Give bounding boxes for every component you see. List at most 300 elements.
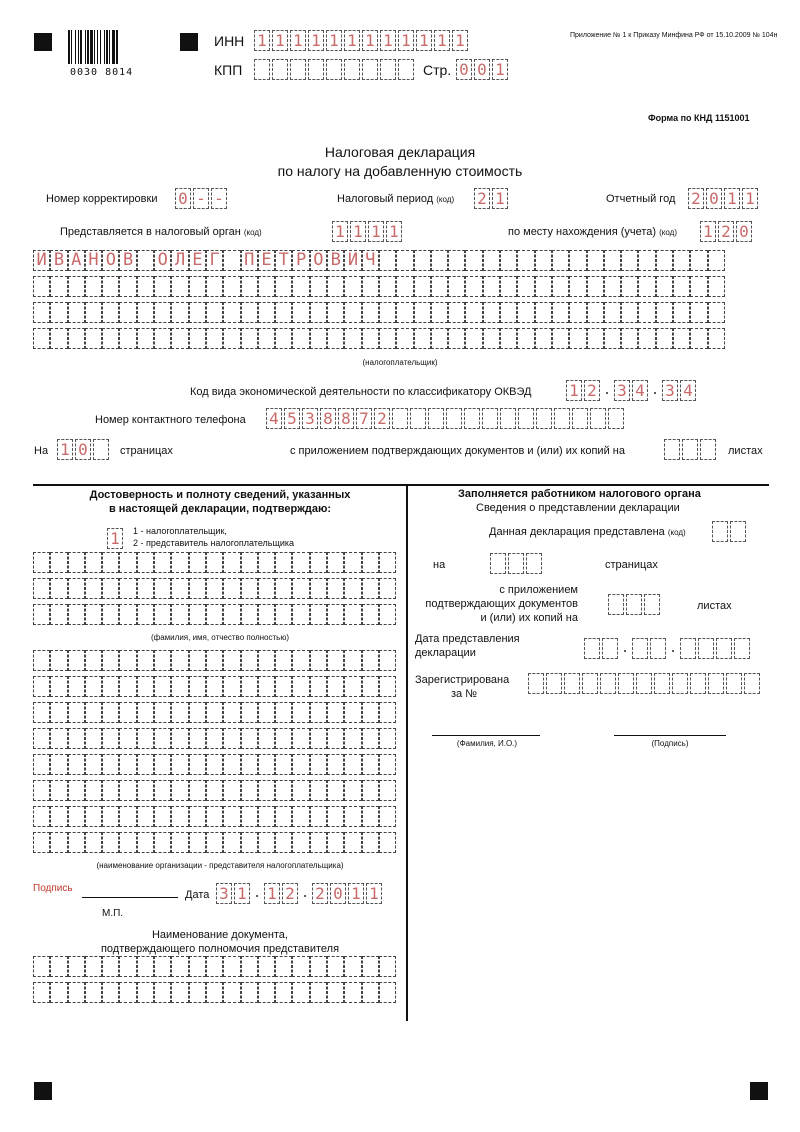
input-cell[interactable] (572, 408, 588, 429)
grid-cell[interactable] (119, 276, 136, 297)
input-cell[interactable] (554, 408, 570, 429)
grid-cell[interactable] (310, 780, 327, 801)
grid-cell[interactable] (137, 552, 154, 573)
grid-cell[interactable] (327, 552, 344, 573)
grid-cell[interactable] (275, 578, 292, 599)
input-cell[interactable] (93, 439, 109, 460)
grid-cell[interactable] (258, 604, 275, 625)
grid-cell[interactable] (327, 780, 344, 801)
input-cell[interactable] (700, 439, 716, 460)
grid-cell[interactable] (552, 250, 569, 271)
input-cell[interactable]: 1 (566, 380, 582, 401)
grid-cell[interactable] (223, 754, 240, 775)
grid-cell[interactable] (292, 982, 309, 1003)
grid-cell[interactable] (552, 276, 569, 297)
grid-cell[interactable] (362, 650, 379, 671)
grid-cell[interactable] (517, 276, 534, 297)
grid-cell[interactable] (414, 328, 431, 349)
input-cell[interactable]: 1 (366, 883, 382, 904)
input-cell[interactable]: 1 (724, 188, 740, 209)
grid-cell[interactable] (68, 552, 85, 573)
grid-cell[interactable] (50, 956, 67, 977)
grid-cell[interactable] (137, 328, 154, 349)
grid-cell[interactable] (68, 302, 85, 323)
grid-cell[interactable] (708, 276, 725, 297)
grid-cell[interactable] (517, 302, 534, 323)
input-cell[interactable] (308, 59, 324, 80)
input-cell[interactable]: 1 (332, 221, 348, 242)
input-cell[interactable] (380, 59, 396, 80)
grid-cell[interactable] (119, 552, 136, 573)
input-cell[interactable] (490, 553, 506, 574)
grid-cell[interactable] (604, 328, 621, 349)
grid-cell[interactable] (102, 728, 119, 749)
grid-cell[interactable] (189, 604, 206, 625)
signer-type-cell[interactable] (107, 528, 125, 549)
grid-cell[interactable] (396, 250, 413, 271)
input-cell[interactable]: 1 (107, 528, 123, 549)
grid-cell[interactable] (344, 728, 361, 749)
grid-cell[interactable] (431, 276, 448, 297)
grid-cell[interactable] (85, 650, 102, 671)
grid-cell[interactable] (137, 302, 154, 323)
input-cell[interactable]: 1 (290, 30, 306, 51)
grid-cell[interactable] (362, 676, 379, 697)
grid-cell[interactable] (223, 552, 240, 573)
grid-cell[interactable] (223, 780, 240, 801)
grid-cell[interactable] (189, 702, 206, 723)
grid-cell[interactable] (362, 604, 379, 625)
input-cell[interactable] (410, 408, 426, 429)
grid-cell[interactable] (33, 604, 50, 625)
grid-cell[interactable] (223, 806, 240, 827)
grid-cell[interactable] (85, 552, 102, 573)
grid-cell[interactable] (223, 276, 240, 297)
grid-cell[interactable] (448, 276, 465, 297)
grid-cell[interactable] (535, 276, 552, 297)
grid-cell[interactable] (656, 276, 673, 297)
grid-cell[interactable] (344, 982, 361, 1003)
input-cell[interactable] (682, 439, 698, 460)
grid-cell[interactable] (50, 552, 67, 573)
grid-cell[interactable] (68, 276, 85, 297)
grid-cell[interactable] (483, 250, 500, 271)
grid-cell[interactable] (604, 250, 621, 271)
grid-cell[interactable] (154, 702, 171, 723)
grid-cell[interactable] (344, 806, 361, 827)
left-grid-row[interactable] (33, 604, 396, 625)
input-cell[interactable] (726, 673, 742, 694)
grid-cell[interactable] (327, 806, 344, 827)
grid-cell[interactable] (119, 728, 136, 749)
input-cell[interactable]: 1 (326, 30, 342, 51)
grid-cell[interactable] (310, 578, 327, 599)
grid-cell[interactable] (206, 578, 223, 599)
grid-cell[interactable] (137, 780, 154, 801)
grid-cell[interactable] (379, 728, 396, 749)
input-cell[interactable]: 1 (362, 30, 378, 51)
grid-cell[interactable] (137, 754, 154, 775)
grid-cell[interactable]: Л (171, 250, 188, 271)
grid-cell[interactable] (85, 604, 102, 625)
grid-cell[interactable] (68, 728, 85, 749)
left-grid-row[interactable] (33, 650, 396, 671)
input-cell[interactable]: 1 (742, 188, 758, 209)
grid-cell[interactable] (621, 276, 638, 297)
grid-cell[interactable] (327, 956, 344, 977)
grid-cell[interactable] (50, 276, 67, 297)
grid-cell[interactable] (85, 328, 102, 349)
input-cell[interactable] (600, 673, 616, 694)
input-cell[interactable] (254, 59, 270, 80)
officer-signature-line[interactable] (614, 735, 726, 736)
input-cell[interactable]: 1 (264, 883, 280, 904)
grid-cell[interactable]: И (33, 250, 50, 271)
submission-date-cells[interactable] (584, 638, 752, 659)
grid-cell[interactable] (85, 956, 102, 977)
grid-cell[interactable] (275, 604, 292, 625)
grid-cell[interactable] (275, 754, 292, 775)
grid-cell[interactable] (223, 250, 240, 271)
grid-cell[interactable] (292, 676, 309, 697)
grid-cell[interactable] (310, 328, 327, 349)
signature-line[interactable] (82, 897, 178, 898)
grid-cell[interactable] (379, 676, 396, 697)
grid-cell[interactable] (119, 832, 136, 853)
grid-cell[interactable]: Г (206, 250, 223, 271)
grid-cell[interactable] (310, 650, 327, 671)
grid-cell[interactable] (241, 982, 258, 1003)
grid-cell[interactable] (102, 302, 119, 323)
grid-cell[interactable] (344, 276, 361, 297)
grid-cell[interactable] (241, 780, 258, 801)
grid-cell[interactable] (137, 832, 154, 853)
input-cell[interactable]: 1 (700, 221, 716, 242)
grid-cell[interactable] (102, 702, 119, 723)
grid-cell[interactable] (171, 650, 188, 671)
input-cell[interactable]: 1 (368, 221, 384, 242)
grid-cell[interactable] (102, 956, 119, 977)
grid-cell[interactable] (241, 956, 258, 977)
input-cell[interactable]: 2 (374, 408, 390, 429)
input-cell[interactable]: 0 (75, 439, 91, 460)
grid-cell[interactable] (344, 832, 361, 853)
grid-cell[interactable] (189, 552, 206, 573)
grid-cell[interactable] (189, 302, 206, 323)
grid-cell[interactable] (119, 650, 136, 671)
grid-cell[interactable] (327, 832, 344, 853)
grid-cell[interactable] (292, 650, 309, 671)
grid-cell[interactable] (379, 578, 396, 599)
grid-cell[interactable] (241, 728, 258, 749)
input-cell[interactable] (716, 638, 732, 659)
grid-cell[interactable] (33, 302, 50, 323)
grid-cell[interactable] (396, 302, 413, 323)
grid-cell[interactable] (154, 832, 171, 853)
grid-cell[interactable] (206, 982, 223, 1003)
grid-cell[interactable] (189, 728, 206, 749)
input-cell[interactable] (602, 638, 618, 659)
input-cell[interactable] (590, 408, 606, 429)
grid-cell[interactable]: Е (258, 250, 275, 271)
grid-cell[interactable] (292, 780, 309, 801)
grid-cell[interactable] (154, 328, 171, 349)
grid-cell[interactable] (206, 328, 223, 349)
input-cell[interactable]: 2 (474, 188, 490, 209)
grid-cell[interactable] (85, 302, 102, 323)
grid-cell[interactable] (292, 276, 309, 297)
grid-cell[interactable] (327, 754, 344, 775)
grid-cell[interactable] (171, 676, 188, 697)
grid-cell[interactable] (154, 552, 171, 573)
grid-cell[interactable] (483, 276, 500, 297)
grid-cell[interactable] (379, 956, 396, 977)
grid-cell[interactable]: Ч (362, 250, 379, 271)
grid-cell[interactable] (206, 806, 223, 827)
grid-cell[interactable] (206, 832, 223, 853)
grid-cell[interactable] (223, 728, 240, 749)
grid-cell[interactable] (85, 754, 102, 775)
grid-cell[interactable] (275, 650, 292, 671)
grid-cell[interactable] (517, 328, 534, 349)
grid-cell[interactable]: В (119, 250, 136, 271)
grid-cell[interactable] (206, 728, 223, 749)
input-cell[interactable]: 1 (254, 30, 270, 51)
grid-cell[interactable] (33, 728, 50, 749)
grid-cell[interactable] (465, 276, 482, 297)
grid-cell[interactable] (310, 676, 327, 697)
grid-cell[interactable] (310, 832, 327, 853)
grid-cell[interactable] (292, 832, 309, 853)
grid-cell[interactable] (621, 302, 638, 323)
grid-cell[interactable] (310, 552, 327, 573)
grid-cell[interactable] (206, 650, 223, 671)
grid-cell[interactable] (154, 780, 171, 801)
grid-cell[interactable] (535, 302, 552, 323)
grid-cell[interactable] (102, 982, 119, 1003)
input-cell[interactable] (712, 521, 728, 542)
grid-cell[interactable] (379, 806, 396, 827)
grid-cell[interactable] (223, 578, 240, 599)
grid-cell[interactable] (154, 676, 171, 697)
grid-cell[interactable] (171, 806, 188, 827)
grid-cell[interactable] (500, 276, 517, 297)
taxpayer-name-row[interactable] (33, 250, 725, 271)
grid-cell[interactable] (241, 302, 258, 323)
input-cell[interactable] (290, 59, 306, 80)
grid-cell[interactable] (137, 956, 154, 977)
grid-cell[interactable] (137, 650, 154, 671)
grid-cell[interactable] (362, 728, 379, 749)
grid-cell[interactable] (362, 552, 379, 573)
grid-cell[interactable] (379, 982, 396, 1003)
grid-cell[interactable] (621, 328, 638, 349)
grid-cell[interactable] (344, 956, 361, 977)
input-cell[interactable] (626, 594, 642, 615)
grid-cell[interactable] (656, 328, 673, 349)
grid-cell[interactable] (137, 250, 154, 271)
input-cell[interactable] (680, 638, 696, 659)
grid-cell[interactable] (206, 552, 223, 573)
input-cell[interactable]: 0 (456, 59, 472, 80)
grid-cell[interactable] (154, 982, 171, 1003)
grid-cell[interactable] (344, 702, 361, 723)
grid-cell[interactable] (137, 728, 154, 749)
grid-cell[interactable] (223, 650, 240, 671)
grid-cell[interactable] (258, 650, 275, 671)
grid-cell[interactable] (362, 832, 379, 853)
grid-cell[interactable] (344, 328, 361, 349)
input-cell[interactable]: 3 (216, 883, 232, 904)
grid-cell[interactable] (171, 276, 188, 297)
grid-cell[interactable]: О (310, 250, 327, 271)
input-cell[interactable]: 1 (57, 439, 73, 460)
grid-cell[interactable] (275, 982, 292, 1003)
grid-cell[interactable] (500, 328, 517, 349)
grid-cell[interactable] (119, 578, 136, 599)
input-cell[interactable]: 1 (492, 188, 508, 209)
grid-cell[interactable] (68, 676, 85, 697)
grid-cell[interactable] (673, 250, 690, 271)
grid-cell[interactable] (68, 702, 85, 723)
grid-cell[interactable] (137, 806, 154, 827)
phone-cells[interactable] (266, 408, 626, 429)
taxpayer-name-row[interactable] (33, 328, 725, 349)
grid-cell[interactable]: О (154, 250, 171, 271)
input-cell[interactable] (482, 408, 498, 429)
grid-cell[interactable] (171, 552, 188, 573)
left-grid-row[interactable] (33, 780, 396, 801)
grid-cell[interactable] (258, 806, 275, 827)
grid-cell[interactable] (327, 702, 344, 723)
grid-cell[interactable] (569, 328, 586, 349)
input-cell[interactable] (446, 408, 462, 429)
grid-cell[interactable] (310, 806, 327, 827)
input-cell[interactable] (508, 553, 524, 574)
grid-cell[interactable] (500, 250, 517, 271)
grid-cell[interactable] (119, 806, 136, 827)
correction-cells[interactable] (175, 188, 229, 209)
input-cell[interactable] (326, 59, 342, 80)
grid-cell[interactable] (275, 552, 292, 573)
grid-cell[interactable] (223, 328, 240, 349)
grid-cell[interactable]: В (50, 250, 67, 271)
input-cell[interactable] (464, 408, 480, 429)
left-grid-row[interactable] (33, 728, 396, 749)
okved-cells[interactable] (566, 380, 698, 401)
grid-cell[interactable] (275, 302, 292, 323)
input-cell[interactable]: 3 (662, 380, 678, 401)
grid-cell[interactable] (344, 302, 361, 323)
grid-cell[interactable] (362, 806, 379, 827)
input-cell[interactable] (698, 638, 714, 659)
input-cell[interactable]: 0 (330, 883, 346, 904)
grid-cell[interactable]: Е (189, 250, 206, 271)
grid-cell[interactable] (119, 702, 136, 723)
grid-cell[interactable]: И (344, 250, 361, 271)
grid-cell[interactable] (33, 754, 50, 775)
grid-cell[interactable] (241, 832, 258, 853)
input-cell[interactable] (518, 408, 534, 429)
grid-cell[interactable] (275, 832, 292, 853)
grid-cell[interactable]: В (327, 250, 344, 271)
grid-cell[interactable] (292, 806, 309, 827)
grid-cell[interactable] (344, 578, 361, 599)
grid-cell[interactable] (119, 328, 136, 349)
grid-cell[interactable] (137, 982, 154, 1003)
grid-cell[interactable] (483, 302, 500, 323)
grid-cell[interactable] (33, 328, 50, 349)
grid-cell[interactable] (292, 754, 309, 775)
grid-cell[interactable] (119, 604, 136, 625)
input-cell[interactable]: - (211, 188, 227, 209)
report-year-cells[interactable] (688, 188, 760, 209)
input-cell[interactable] (392, 408, 408, 429)
grid-cell[interactable] (569, 276, 586, 297)
input-cell[interactable] (500, 408, 516, 429)
grid-cell[interactable] (448, 250, 465, 271)
grid-cell[interactable] (189, 982, 206, 1003)
grid-cell[interactable] (292, 728, 309, 749)
grid-cell[interactable] (171, 982, 188, 1003)
grid-cell[interactable] (50, 302, 67, 323)
grid-cell[interactable] (102, 650, 119, 671)
input-cell[interactable]: 1 (492, 59, 508, 80)
grid-cell[interactable] (119, 780, 136, 801)
grid-cell[interactable] (33, 956, 50, 977)
grid-cell[interactable] (85, 578, 102, 599)
grid-cell[interactable] (206, 754, 223, 775)
grid-cell[interactable] (223, 676, 240, 697)
grid-cell[interactable] (33, 552, 50, 573)
input-cell[interactable]: 5 (284, 408, 300, 429)
input-cell[interactable] (744, 673, 760, 694)
grid-cell[interactable] (310, 754, 327, 775)
grid-cell[interactable] (431, 302, 448, 323)
left-grid-row[interactable] (33, 956, 396, 977)
grid-cell[interactable] (154, 754, 171, 775)
grid-cell[interactable] (189, 832, 206, 853)
grid-cell[interactable] (171, 702, 188, 723)
grid-cell[interactable] (690, 302, 707, 323)
grid-cell[interactable] (50, 676, 67, 697)
grid-cell[interactable] (344, 780, 361, 801)
grid-cell[interactable] (379, 302, 396, 323)
grid-cell[interactable] (362, 302, 379, 323)
grid-cell[interactable] (292, 702, 309, 723)
grid-cell[interactable] (275, 806, 292, 827)
grid-cell[interactable] (241, 328, 258, 349)
input-cell[interactable]: 1 (344, 30, 360, 51)
grid-cell[interactable] (292, 956, 309, 977)
input-cell[interactable]: 4 (632, 380, 648, 401)
input-cell[interactable] (636, 673, 652, 694)
grid-cell[interactable] (414, 250, 431, 271)
input-cell[interactable] (362, 59, 378, 80)
input-cell[interactable]: 2 (282, 883, 298, 904)
input-cell[interactable] (344, 59, 360, 80)
grid-cell[interactable] (171, 780, 188, 801)
grid-cell[interactable] (223, 982, 240, 1003)
input-cell[interactable] (564, 673, 580, 694)
input-cell[interactable] (730, 521, 746, 542)
grid-cell[interactable] (68, 956, 85, 977)
input-cell[interactable]: 4 (680, 380, 696, 401)
grid-cell[interactable] (33, 780, 50, 801)
grid-cell[interactable] (292, 328, 309, 349)
grid-cell[interactable] (327, 302, 344, 323)
grid-cell[interactable] (85, 806, 102, 827)
